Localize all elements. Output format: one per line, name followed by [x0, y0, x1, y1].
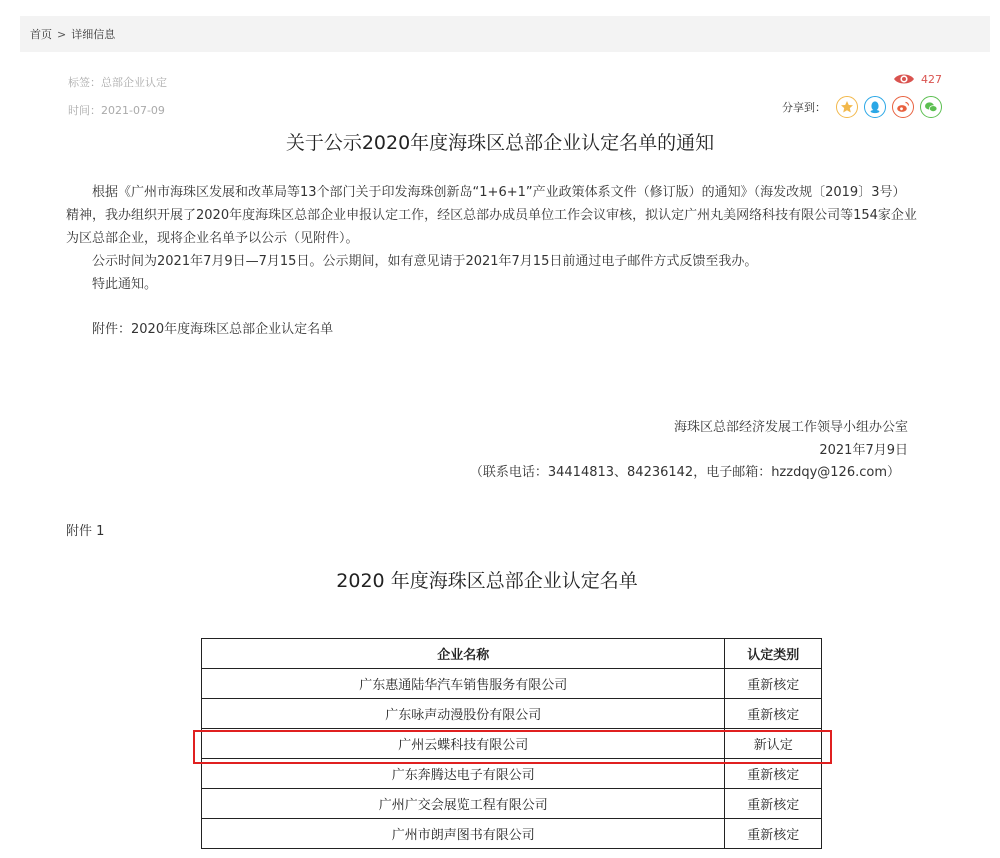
share-label: 分享到：	[782, 101, 826, 114]
certification-type-cell: 重新核定	[725, 759, 822, 789]
breadcrumb	[20, 16, 990, 52]
company-name-cell: 广州云蝶科技有限公司	[202, 729, 725, 759]
company-name-cell: 广州市朗声图书有限公司	[202, 819, 725, 849]
column-header-type: 认定类别	[725, 639, 822, 669]
breadcrumb-current: 详细信息	[71, 28, 116, 41]
appendix-title: 2020 年度海珠区总部企业认定名单	[336, 570, 638, 592]
certification-type-cell: 重新核定	[725, 669, 822, 699]
share-qq-button[interactable]	[864, 96, 886, 118]
company-name-cell: 广东惠通陆华汽车销售服务有限公司	[202, 669, 725, 699]
signature-date: 2021年7月9日	[819, 443, 908, 458]
article-time	[68, 102, 165, 118]
certification-type-cell: 重新核定	[725, 699, 822, 729]
certification-type-cell: 新认定	[725, 729, 822, 759]
company-name-cell: 广东咏声动漫股份有限公司	[202, 699, 725, 729]
article-paragraph: 根据《广州市海珠区发展和改革局等13个部门关于印发海珠创新岛“1+6+1”产业政策体系文件（修订版）的通知》（海发改规〔2019〕3号）精神，我办组织开展了2020年度海珠区总部企业申报认定工作，经区总部办成员单位工作会议审核，拟认定广州丸美网络科技有限公司等154家企业为区总部企业，现将企业名单予以公示（见附件）。	[66, 185, 917, 246]
breadcrumb-separator: >	[57, 27, 67, 41]
column-header-company: 企业名称	[202, 639, 725, 669]
appendix-label: 附件 1	[66, 524, 105, 539]
qzone-icon	[840, 100, 854, 114]
highlight-box	[193, 730, 832, 764]
article-tag-text: 标签：总部企业认定	[68, 76, 167, 89]
certification-type-cell: 重新核定	[725, 789, 822, 819]
table-row	[202, 789, 822, 819]
company-name-cell: 广州广交会展览工程有限公司	[202, 789, 725, 819]
signature-org: 海珠区总部经济发展工作领导小组办公室	[673, 420, 908, 435]
wechat-icon	[924, 100, 938, 114]
weibo-icon	[896, 100, 910, 114]
share-qzone-button[interactable]	[836, 96, 858, 118]
table-row	[202, 669, 822, 699]
table-header-row	[202, 639, 822, 669]
qq-icon	[868, 100, 882, 114]
article-tag	[68, 74, 167, 90]
signature-contact: （联系电话：34414813、84236142，电子邮箱：hzzdqy@126.com）	[469, 465, 900, 480]
article-paragraph: 公示时间为2021年7月9日—7月15日。公示期间，如有意见请于2021年7月15日前通过电子邮件方式反馈至我办。	[92, 254, 758, 269]
article-title: 关于公示2020年度海珠区总部企业认定名单的通知	[285, 132, 715, 154]
breadcrumb-home-link[interactable]: 首页	[30, 28, 52, 41]
share-weibo-button[interactable]	[892, 96, 914, 118]
share-wechat-button[interactable]	[920, 96, 942, 118]
article-body	[66, 181, 918, 341]
view-count: 427	[921, 72, 942, 86]
company-name-cell: 广东奔腾达电子有限公司	[202, 759, 725, 789]
table-row	[202, 819, 822, 849]
view-counter	[893, 72, 942, 86]
article-paragraph: 特此通知。	[92, 277, 158, 292]
article-time-text: 时间：2021-07-09	[68, 104, 165, 117]
attachment-link[interactable]: 附件：2020年度海珠区总部企业认定名单	[92, 322, 334, 337]
eye-icon	[893, 72, 915, 86]
certification-type-cell: 重新核定	[725, 819, 822, 849]
table-row	[202, 699, 822, 729]
share-bar	[782, 96, 942, 118]
